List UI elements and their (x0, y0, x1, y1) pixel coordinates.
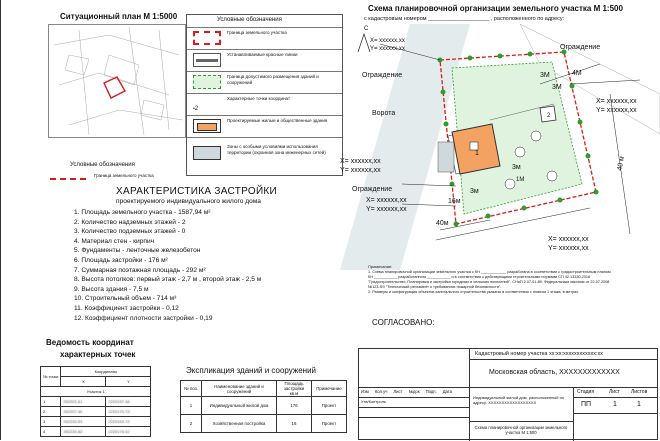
region: Московская область, XXXXXXXXXXXXX (489, 369, 620, 376)
col-x: X (61, 377, 106, 387)
col-no: № точки (41, 367, 61, 387)
notes-body (368, 270, 613, 295)
table-row: 3 392230.53 2220163.72 (41, 417, 151, 427)
sheets-value: 1 (637, 401, 641, 408)
cadastral-number: Кадастровый номер участка xx:xx:xxxxxxxxxxxx:xx (475, 351, 604, 357)
fence-label-top: Ограждение (560, 44, 601, 51)
table-row: 2 Хозяйственная постройка 16 Проект (181, 415, 347, 433)
coordinates-title-2: характерных точек (60, 350, 136, 359)
gate-label: Ворота (372, 110, 396, 117)
fence-label-bottom: Ограждение (352, 186, 393, 193)
building-2-label: 2 (547, 113, 551, 119)
characteristic-item: 8. Высота потолков: первый этаж - 2,7 м , второй этаж - 2,5 м (74, 276, 262, 284)
legend-row-points (187, 93, 342, 116)
characteristic-item: 11. Коэффициент застройки - 0,12 (74, 304, 179, 312)
characteristics-subtitle: проектируемого индивидуального жилого дома (116, 198, 261, 205)
dim-16m: 16м (448, 198, 461, 205)
dim-3m-b: 3М (552, 84, 562, 91)
situation-legend-title: Условные обозначения (70, 162, 135, 168)
fence-label-left: Ограждение (362, 72, 403, 79)
explication-table (180, 380, 347, 433)
notes-header: Примечание: (368, 264, 393, 269)
characteristic-item: 3. Количество подземных этажей - 0 (74, 228, 186, 236)
coordinates-title: Ведомость координат (46, 338, 134, 347)
coord-x1: X= xxxxxx,xx (370, 38, 405, 44)
red-line-symbol (193, 53, 221, 67)
dim-3m-d: 3м (512, 164, 521, 171)
dim-40m-right: 40 м (616, 155, 626, 172)
sheets-header: Листов (631, 389, 648, 395)
building-1-label: 1 (475, 150, 479, 157)
characteristic-item: 1. Площадь земельного участка - 1587,94 м² (74, 209, 211, 216)
characteristic-item: 5. Фундаменты - ленточные железобетон (74, 247, 201, 255)
site-plan-drawing (340, 24, 660, 270)
legend-label: Устанавливаемые красные линии (227, 52, 298, 57)
coord-y2: Y= xxxxxx,xx (596, 107, 637, 114)
scheme-subtitle: с кадастровым номером ____________________ , расположенного по адресу: (364, 16, 565, 22)
legend-label: Проектируемые жилые и общественные здания (227, 118, 328, 123)
table-row: 1 392201.61 2220157.48 (41, 397, 151, 407)
note-line: 1. Схема планировочной организации земельного участка с КН ____________ разработана в соответствии с градостроительным планом КН ___________ разработанного ___________ и в соответствии с действующими строительными нормами СП 42.13330.2016 "Градостроительство. Планировка и застройка городских и сельских поселений", СНиП 2.07.01-89, Федеральным законом от 22.07.2008 №123-ФЗ "Технический регламент о требованиях пожарной безопасности". (368, 270, 611, 289)
legend-label: Характерные точки координат (227, 96, 291, 101)
north-label: С (364, 26, 369, 32)
col-group: Координаты (61, 367, 151, 377)
scheme-title: Схема планировочной организации земельного участка М 1:500 (368, 4, 623, 13)
table-row: 1 Индивидуальный жилой дом 176 Проект (181, 397, 347, 415)
coord-x3: X= xxxxxx,xx (340, 158, 381, 165)
sheet-value: 1 (613, 401, 617, 408)
coord-x4: X= xxxxxx,xx (366, 197, 407, 204)
legend-label: Граница допустимого размещения зданий и сооружений (227, 74, 319, 85)
description: Индивидуальный жилой дом, расположенный по адресу: XXXXXXXXXXXXXXXXXX (473, 395, 565, 405)
legend-row-red-lines (187, 49, 342, 72)
revision-columns: Изм Кол.уч Лист №док Подп. Дата (361, 389, 452, 394)
table-row: 2 392207.40 2220170.73 (41, 407, 151, 417)
characteristic-item: 9. Высота здания - 7,5 м (74, 285, 149, 293)
note-line: 2. Размеры и конфигурация объектов капитального строительства указаны в соответствии с планом 1 этажа, в метрах. (368, 290, 580, 294)
building-symbol (193, 119, 221, 133)
characteristic-item: 6. Площадь застройки - 176 м² (74, 256, 168, 264)
special-zone-symbol (193, 146, 221, 160)
characteristics-list (74, 208, 261, 323)
dim-3m-a: 3М (540, 72, 550, 79)
explication-title: Экспликация зданий и сооружений (186, 366, 317, 375)
agreed-label: СОГЛАСОВАНО: (372, 318, 435, 327)
legend-row-boundary (187, 27, 342, 50)
sheet-header: Лист (609, 389, 620, 395)
approval-row: Утв/Контроль (361, 399, 386, 404)
dim-4m: 4М (572, 70, 582, 77)
legend-label: Зоны с особыми условиями использования территории (охранная зона инженерных сетей) (227, 144, 326, 155)
characteristic-item: 2. Количество надземных этажей - 2 (74, 218, 186, 226)
situation-plan-title: Ситуационный план М 1:5000 (60, 12, 178, 21)
coord-x5: X= xxxxxx,xx (548, 236, 589, 243)
legend-box (186, 14, 343, 176)
allowed-zone-symbol (193, 75, 221, 89)
characteristic-item: 4. Материал стен - кирпич (74, 237, 155, 245)
stage-value: ПП (581, 401, 592, 408)
point-symbol: •2 (193, 106, 199, 112)
header-cell: № поз. (181, 381, 202, 397)
header-cell: Наименование зданий и сооружений (202, 381, 277, 397)
characteristic-item: 7. Суммарная поэтажная площадь - 292 м² (74, 266, 206, 274)
section-row: Участок 1 (41, 387, 151, 397)
characteristics-title: ХАРАКТЕРИСТИКА ЗАСТРОЙКИ (116, 186, 278, 197)
legend-row-special-zones (187, 137, 342, 174)
dim-1m: 1М (516, 177, 525, 183)
coord-x2: X= xxxxxx,xx (596, 98, 637, 105)
coord-y1: Y= xxxxxx,xx (370, 46, 405, 52)
characteristic-item: 10. Строительный объем - 714 м³ (74, 295, 177, 303)
legend-row-allowed-zone (187, 71, 342, 94)
dim-3m-c: 3м (470, 188, 479, 195)
coord-y4: Y= xxxxxx,xx (366, 206, 407, 213)
coord-y3: Y= xxxxxx,xx (340, 167, 381, 174)
legend-title: Условные обозначения (217, 17, 282, 23)
dim-40m-bottom: 40м (436, 220, 449, 227)
stage-header: Стадия (577, 389, 595, 395)
col-y: Y (106, 377, 151, 387)
title-block (358, 348, 658, 440)
coord-y5: Y= xxxxxx,xx (548, 245, 589, 252)
header-cell: Примечание (312, 381, 347, 397)
boundary-symbol (193, 31, 221, 45)
boundary-symbol (50, 178, 86, 180)
legend-label: Граница земельного участка (227, 30, 287, 35)
drawing-name: Схема планировочной организации земельного участка М 1:500 (474, 425, 568, 435)
situation-legend-item: Граница земельного участка (94, 173, 154, 178)
header-cell: Площадь застройки кв.м (277, 381, 312, 397)
coordinates-table (40, 366, 151, 437)
legend-row-buildings (187, 115, 342, 138)
situation-plan-map (48, 24, 186, 138)
table-row: 4 392230.82 2220176.02 (41, 427, 151, 437)
characteristic-item: 12. Коэффициент плотности застройки - 0,19 (74, 314, 213, 322)
